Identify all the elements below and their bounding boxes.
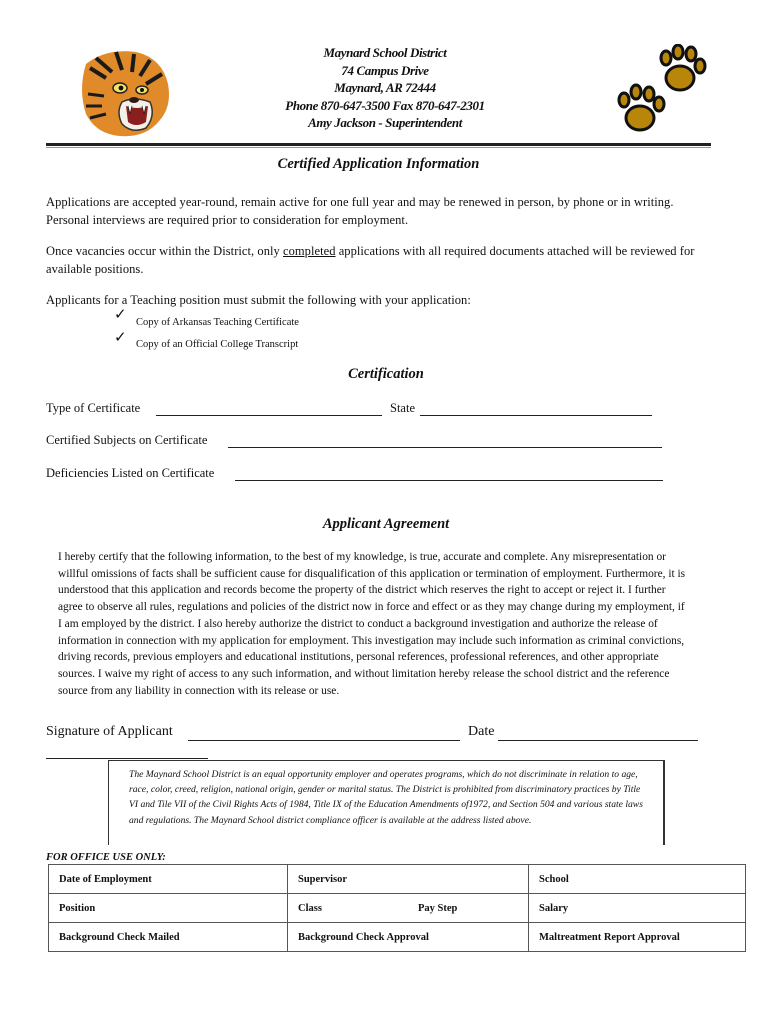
letterhead — [150, 44, 620, 132]
para2-start: Once vacancies occur within the District, only — [46, 244, 283, 258]
office-use-table — [48, 864, 746, 952]
certified-subjects-row — [46, 433, 666, 453]
office-use-title: FOR OFFICE USE ONLY: — [46, 852, 166, 863]
school-cell: School — [529, 865, 746, 894]
city-state-zip: Maynard, AR 72444 — [334, 80, 436, 95]
completed-underlined: completed — [283, 244, 336, 258]
supervisor-label: Supervisor — [298, 873, 348, 885]
para2-end: applications with all required documents attached will be reviewed for available positions. — [46, 244, 695, 276]
salary-cell: Salary — [529, 894, 746, 923]
type-of-certificate-row — [46, 401, 666, 421]
class-cell: Class — [288, 894, 409, 923]
certification-title: Certification — [348, 366, 424, 382]
application-info-title: Certified Application Information — [277, 156, 480, 172]
pay-step-cell: Pay Step — [408, 894, 529, 923]
signature-field[interactable] — [188, 740, 460, 741]
background-check-approval-cell — [288, 923, 529, 952]
type-of-certificate-field[interactable] — [156, 415, 382, 416]
background-check-mailed-cell: Background Check Mailed — [49, 923, 288, 952]
check-mark-icon: ✓ — [114, 330, 127, 346]
deficiencies-field[interactable] — [235, 480, 663, 481]
paw-prints-icon — [606, 44, 712, 140]
state-label: State — [390, 401, 415, 415]
eeo-statement: The Maynard School District is an equal opportunity employer and operates programs, which do not discriminate in relation to age, race, color, creed, religion, national origin, gender or marital status. The District is prohibited from discriminatory practices by Title VI and Tile VII of the Civil Rights Acts of 1984, Title IX of the Education Amendments of1972, and Section 504 and various state laws and regulations. The Maynard School district compliance officer is available at the address listed above. — [129, 769, 643, 826]
signature-row — [46, 724, 716, 760]
background-check-approval-label: Background Check Approval — [298, 931, 429, 943]
superintendent: Amy Jackson - Superintendent — [308, 115, 462, 130]
supervisor-cell — [288, 865, 529, 894]
certified-subjects-label: Certified Subjects on Certificate — [46, 433, 208, 447]
date-label: Date — [468, 724, 495, 739]
type-of-certificate-label: Type of Certificate — [46, 401, 141, 415]
street-address: 74 Campus Drive — [341, 62, 429, 78]
maltreatment-report-cell: Maltreatment Report Approval — [529, 923, 746, 952]
signature-label: Signature of Applicant — [46, 724, 173, 739]
agreement-text: I hereby certify that the following information, to the best of my knowledge, is true, accurate and complete. Any misrepresentation or willful omissions of facts shall be sufficient cause for disqualification of this application or termination of employment. Furthermore, it is understood that this application and records become the property of the district which reserves the right to accept or reject it. I further agree to observe all rules, regulations and policies of the district now in force and effect or as they may change during my employment, if I am employed by the district. I also hereby authorize the district to conduct a background investigation and authorize the release of information in connection with my application for employment. This investigation may include such information as criminal convictions, driving records, previous employers and educational institutions, personal references, professional references, and other appropriate sources. I waive my right of access to any such information, and without limitation hereby release the school district and the reference source from any liability in connection with its release or use. — [58, 551, 686, 697]
table-row — [49, 923, 746, 952]
signature-continuation-line — [46, 758, 208, 759]
date-of-employment-cell: Date of Employment — [49, 865, 288, 894]
check-mark-icon: ✓ — [114, 307, 127, 323]
checklist-item-transcript: Copy of an Official College Transcript — [136, 339, 299, 350]
date-field[interactable] — [498, 740, 698, 741]
checklist-item-certificate: Copy of Arkansas Teaching Certificate — [136, 317, 299, 328]
deficiencies-row — [46, 466, 666, 486]
eeo-statement-box — [108, 760, 665, 845]
phone-fax: Phone 870-647-3500 Fax 870-647-2301 — [285, 97, 485, 113]
state-field[interactable] — [420, 415, 652, 416]
application-para-1: Applications are accepted year-round, remain active for one full year and may be renewed in person, by phone or in writing. Personal interviews are required prior to consideration for employment. — [46, 195, 674, 227]
header-rule-thin — [46, 147, 711, 148]
district-name: Maynard School District — [323, 45, 447, 60]
certified-subjects-field[interactable] — [228, 447, 662, 448]
agreement-title: Applicant Agreement — [322, 516, 450, 532]
header-rule — [46, 143, 711, 146]
application-para-2 — [46, 242, 696, 278]
position-cell: Position — [49, 894, 288, 923]
table-row — [49, 894, 746, 923]
deficiencies-label: Deficiencies Listed on Certificate — [46, 466, 215, 480]
application-para-3: Applicants for a Teaching position must submit the following with your application: — [46, 293, 471, 307]
table-row — [49, 865, 746, 894]
